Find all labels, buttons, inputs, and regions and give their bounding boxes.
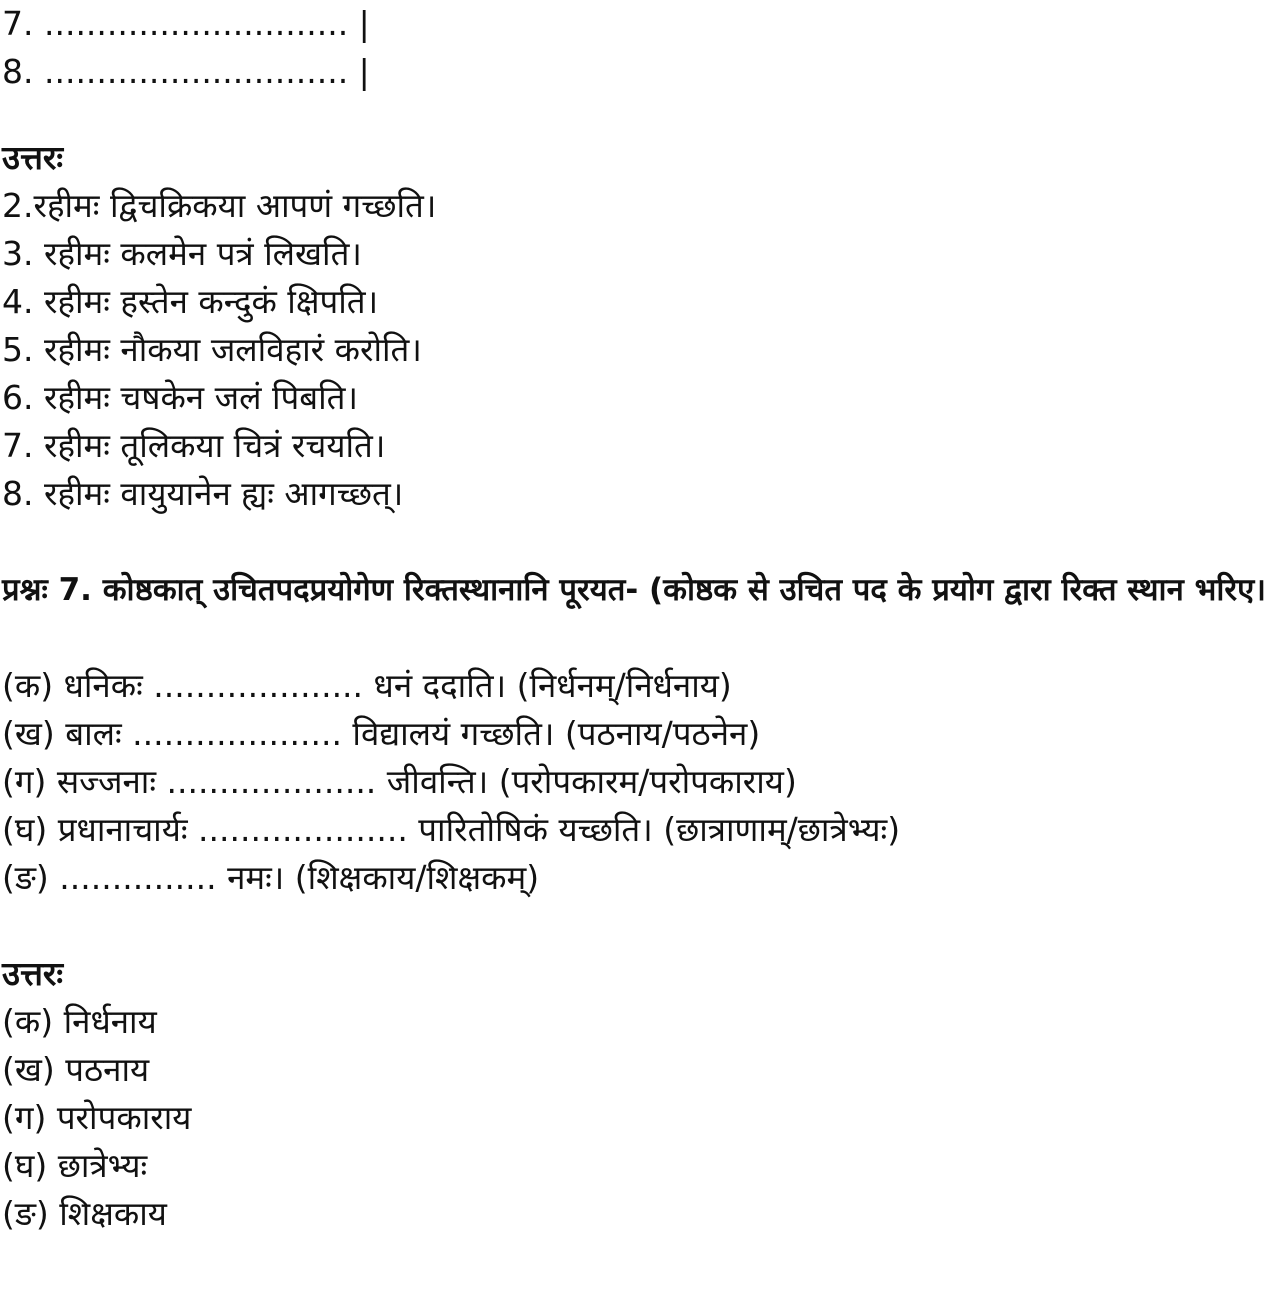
top-blanks: [2, 0, 1272, 96]
answer-label: उत्तरः: [2, 954, 64, 993]
answer-line: (ग) परोपकाराय: [2, 1098, 192, 1137]
answer-line: 5. रहीमः नौकया जलविहारं करोति।: [2, 330, 422, 369]
question-item: (घ) प्रधानाचार्यः .................... पारितोषिकं यच्छति। (छात्राणाम्/छात्रेभ्यः): [2, 810, 901, 849]
answer-section-1: [2, 134, 1272, 518]
answer-line: 4. रहीमः हस्तेन कन्दुकं क्षिपति।: [2, 282, 379, 321]
answer-line: (घ) छात्रेभ्यः: [2, 1146, 148, 1185]
question-item: (ख) बालः .................... विद्यालयं गच्छति। (पठनाय/पठनेन): [2, 714, 761, 753]
answer-label: उत्तरः: [2, 138, 64, 177]
answer-line: 8. रहीमः वायुयानेन ह्यः आगच्छत्।: [2, 474, 404, 513]
answer-line: 3. रहीमः कलमेन पत्रं लिखति।: [2, 234, 362, 273]
answer-line: (ख) पठनाय: [2, 1050, 150, 1089]
blank-line-7: 7. ............................. |: [2, 4, 370, 43]
answer-line: 2.रहीमः द्विचक्रिकया आपणं गच्छति।: [2, 186, 437, 225]
answer-line: 6. रहीमः चषकेन जलं पिबति।: [2, 378, 358, 417]
document-page: [2, 0, 1272, 1238]
answer-line: (ङ) शिक्षकाय: [2, 1194, 167, 1233]
question-heading: प्रश्नः 7. कोष्ठकात् उचितपदप्रयोगेण रिक्तस्थानानि पूरयत- (कोष्ठक से उचित पद के प्रयोग द्वारा रिक्त स्थान भरिए।: [2, 572, 1266, 608]
question-7-section: [2, 566, 1272, 902]
question-item: (ङ) ............... नमः। (शिक्षकाय/शिक्षकम्): [2, 858, 540, 897]
question-item: (ग) सज्जनाः .................... जीवन्ति। (परोपकारम/परोपकाराय): [2, 762, 797, 801]
question-item: (क) धनिकः .................... धनं ददाति। (निर्धनम्/निर्धनाय): [2, 666, 732, 705]
answer-line: (क) निर्धनाय: [2, 1002, 157, 1041]
blank-line-8: 8. ............................. |: [2, 52, 370, 91]
answer-line: 7. रहीमः तूलिकया चित्रं रचयति।: [2, 426, 386, 465]
answer-section-2: [2, 950, 1272, 1238]
